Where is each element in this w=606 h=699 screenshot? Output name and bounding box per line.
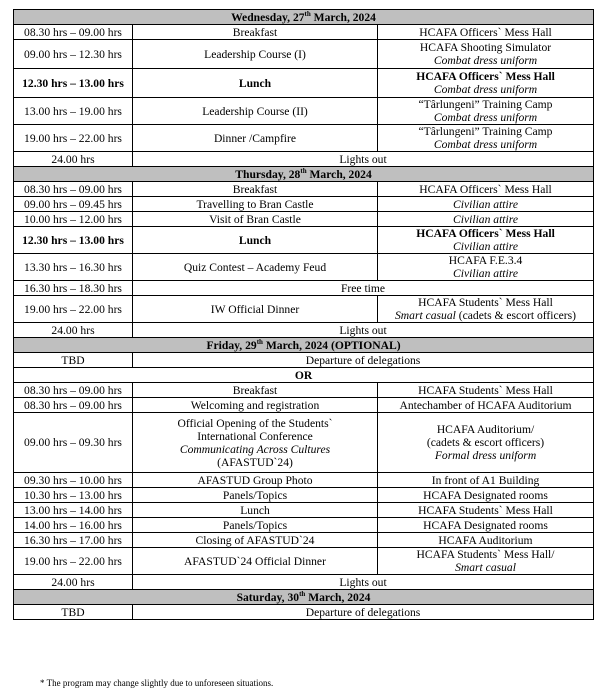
activity-cell: [133, 503, 378, 518]
activity-line: IW Official Dinner: [210, 302, 300, 316]
activity-line: Breakfast: [232, 182, 278, 196]
activity-line: Quiz Contest – Academy Feud: [183, 260, 327, 274]
location-line: (cadets & escort officers): [426, 436, 545, 449]
schedule-row: [14, 98, 594, 125]
time-cell: 19.00 hrs – 22.00 hrs: [14, 125, 133, 152]
location-cell: [378, 383, 594, 398]
time-cell: 19.00 hrs – 22.00 hrs: [14, 296, 133, 323]
attire-line: [380, 449, 591, 462]
schedule-row: [14, 197, 594, 212]
activity-cell: [133, 69, 378, 98]
lights-out-row: [14, 323, 594, 338]
location-line: “Târlungeni” Training Camp: [418, 98, 553, 111]
schedule-row: [14, 125, 594, 152]
location-cell: [378, 503, 594, 518]
activity-subtitle: Communicating Across Cultures: [179, 442, 331, 456]
attire-text: Civilian attire: [453, 267, 518, 280]
attire-text: Smart casual: [394, 309, 456, 322]
activity-line: Lunch: [238, 76, 272, 90]
time-cell: 12.30 hrs – 13.00 hrs: [14, 227, 133, 254]
day-header: [14, 167, 594, 182]
time-cell: 13.00 hrs – 19.00 hrs: [14, 98, 133, 125]
location-line: HCAFA Designated rooms: [423, 488, 548, 502]
schedule-row: [14, 473, 594, 488]
activity-cell: [133, 383, 378, 398]
time-cell: 24.00 hrs: [14, 323, 133, 338]
activity-cell: [133, 98, 378, 125]
attire-line: [380, 267, 591, 280]
schedule-row: [14, 605, 594, 620]
location-cell: [378, 227, 594, 254]
schedule-row: [14, 518, 594, 533]
time-cell: 24.00 hrs: [14, 575, 133, 590]
lights-out-row: [14, 152, 594, 167]
location-cell: [378, 254, 594, 281]
activity-line: Closing of AFASTUD`24: [195, 533, 315, 547]
location-line: HCAFA F.E.3.4: [448, 254, 523, 267]
schedule-row: [14, 69, 594, 98]
location-line: HCAFA Officers` Mess Hall: [416, 70, 555, 83]
activity-cell: [133, 25, 378, 40]
schedule-table: [13, 9, 594, 620]
location-line: HCAFA Students` Mess Hall/: [416, 548, 555, 561]
activity-line: AFASTUD`24 Official Dinner: [184, 554, 326, 568]
schedule-row: [14, 503, 594, 518]
location-cell: [378, 398, 594, 413]
location-cell: [378, 413, 594, 473]
attire-text: Combat dress uniform: [433, 83, 538, 96]
location-cell: [378, 182, 594, 197]
activity-line: Breakfast: [232, 25, 278, 39]
location-cell: [378, 40, 594, 69]
activity-cell: Departure of delegations: [133, 605, 594, 620]
schedule-row: [14, 25, 594, 40]
activity-cell: [133, 548, 378, 575]
day-title: [14, 10, 594, 25]
activity-line: Leadership Course (I): [204, 47, 306, 61]
activity-cell: [133, 125, 378, 152]
day-header: [14, 10, 594, 25]
time-cell: 10.00 hrs – 12.00 hrs: [14, 212, 133, 227]
attire-text: Formal dress uniform: [434, 449, 537, 462]
time-cell: 08.30 hrs – 09.00 hrs: [14, 383, 133, 398]
location-cell: [378, 25, 594, 40]
attire-line: [380, 561, 591, 574]
schedule-row: [14, 281, 594, 296]
location-cell: [378, 533, 594, 548]
day-title: [14, 167, 594, 182]
activity-line: Breakfast: [232, 383, 278, 397]
time-cell: 08.30 hrs – 09.00 hrs: [14, 25, 133, 40]
day-header: [14, 338, 594, 353]
attire-line: [380, 213, 591, 226]
activity-line: Official Opening of the Students`: [177, 416, 333, 430]
day-title-month: March, 2024 (OPTIONAL): [262, 338, 401, 352]
schedule-row: [14, 254, 594, 281]
activity-cell: [133, 254, 378, 281]
activity-line: Dinner /Campfire: [213, 131, 297, 145]
activity-cell: [133, 182, 378, 197]
location-line: HCAFA Officers` Mess Hall: [416, 227, 555, 240]
day-title-date: Saturday, 30: [236, 590, 300, 604]
activity-line: International Conference: [197, 429, 313, 443]
location-line: HCAFA Students` Mess Hall: [418, 383, 553, 397]
activity-line: AFASTUD Group Photo: [197, 473, 313, 487]
time-cell: 16.30 hrs – 18.30 hrs: [14, 281, 133, 296]
or-label: OR: [14, 368, 594, 383]
activity-line: Leadership Course (II): [202, 104, 308, 118]
day-title-suffix: th: [304, 9, 311, 18]
schedule-row: [14, 212, 594, 227]
time-cell: 24.00 hrs: [14, 152, 133, 167]
attire-text: Civilian attire: [453, 212, 518, 226]
day-title-date: Friday, 29: [206, 338, 257, 352]
location-cell: [378, 197, 594, 212]
activity-line: Welcoming and registration: [190, 398, 320, 412]
day-title-suffix: th: [256, 337, 263, 346]
time-cell: 19.00 hrs – 22.00 hrs: [14, 548, 133, 575]
location-line: HCAFA Auditorium: [438, 533, 533, 547]
location-line: HCAFA Students` Mess Hall: [418, 503, 553, 517]
time-cell: 12.30 hrs – 13.00 hrs: [14, 69, 133, 98]
time-cell: 13.30 hrs – 16.30 hrs: [14, 254, 133, 281]
day-title: [14, 338, 594, 353]
activity-cell: [133, 488, 378, 503]
activity-cell: [133, 227, 378, 254]
schedule-row: [14, 398, 594, 413]
location-line: HCAFA Shooting Simulator: [419, 41, 552, 54]
activity-line: Travelling to Bran Castle: [196, 197, 314, 211]
lights-out-label: Lights out: [133, 575, 594, 590]
time-cell: 09.30 hrs – 10.00 hrs: [14, 473, 133, 488]
location-cell: [378, 125, 594, 152]
activity-cell: [133, 296, 378, 323]
time-cell: 14.00 hrs – 16.00 hrs: [14, 518, 133, 533]
activity-line: Lunch: [238, 233, 272, 247]
schedule-row: [14, 548, 594, 575]
day-title-date: Wednesday, 27: [231, 10, 305, 24]
location-cell: [378, 548, 594, 575]
activity-cell: Departure of delegations: [133, 353, 594, 368]
attire-line: [380, 198, 591, 211]
location-line: HCAFA Officers` Mess Hall: [419, 25, 552, 39]
attire-note: (cadets & escort officers): [455, 309, 577, 322]
location-line: In front of A1 Building: [431, 473, 540, 487]
attire-line: [380, 309, 591, 322]
location-line: “Târlungeni” Training Camp: [418, 125, 553, 138]
day-title-month: March, 2024: [306, 167, 372, 181]
time-cell: 09.00 hrs – 09.45 hrs: [14, 197, 133, 212]
location-line: Antechamber of HCAFA Auditorium: [399, 398, 572, 412]
time-cell: 10.30 hrs – 13.00 hrs: [14, 488, 133, 503]
activity-line: Visit of Bran Castle: [209, 212, 301, 226]
day-title-suffix: th: [300, 166, 307, 175]
location-line: HCAFA Auditorium/: [436, 423, 535, 436]
attire-text: Combat dress uniform: [433, 54, 538, 67]
day-title-suffix: th: [299, 589, 306, 598]
location-cell: [378, 518, 594, 533]
lights-out-label: Lights out: [133, 323, 594, 338]
attire-text: Smart casual: [455, 561, 516, 574]
attire-line: [380, 111, 591, 124]
time-cell: 09.00 hrs – 09.30 hrs: [14, 413, 133, 473]
location-cell: [378, 69, 594, 98]
activity-cell: [133, 473, 378, 488]
day-title-month: March, 2024: [310, 10, 376, 24]
schedule-row: [14, 227, 594, 254]
schedule-row: [14, 413, 594, 473]
footnote: * The program may change slightly due to unforeseen situations.: [40, 678, 274, 688]
schedule-row: [14, 296, 594, 323]
activity-cell: [133, 398, 378, 413]
schedule-row: [14, 353, 594, 368]
time-cell: 08.30 hrs – 09.00 hrs: [14, 398, 133, 413]
location-line: HCAFA Designated rooms: [423, 518, 548, 532]
attire-text: Civilian attire: [453, 240, 518, 253]
time-cell: 13.00 hrs – 14.00 hrs: [14, 503, 133, 518]
activity-cell: [133, 40, 378, 69]
attire-line: [380, 240, 591, 253]
location-cell: [378, 212, 594, 227]
activity-line: (AFASTUD`24): [217, 455, 293, 469]
time-cell: 16.30 hrs – 17.00 hrs: [14, 533, 133, 548]
activity-cell: [133, 212, 378, 227]
attire-line: [380, 54, 591, 67]
time-cell: TBD: [14, 353, 133, 368]
activity-line: Panels/Topics: [222, 488, 288, 502]
lights-out-row: [14, 575, 594, 590]
activity-line: Free time: [340, 281, 386, 295]
day-title-month: March, 2024: [305, 590, 371, 604]
location-cell: [378, 296, 594, 323]
day-title: [14, 590, 594, 605]
activity-line: Lunch: [240, 503, 270, 517]
activity-cell: [133, 197, 378, 212]
time-cell: 08.30 hrs – 09.00 hrs: [14, 182, 133, 197]
activity-cell: [133, 518, 378, 533]
schedule-row: [14, 533, 594, 548]
lights-out-label: Lights out: [133, 152, 594, 167]
activity-cell: [133, 413, 378, 473]
attire-line: [380, 83, 591, 96]
location-line: HCAFA Officers` Mess Hall: [419, 182, 552, 196]
location-cell: [378, 473, 594, 488]
day-title-date: Thursday, 28: [235, 167, 301, 181]
location-line: HCAFA Students` Mess Hall: [418, 296, 553, 309]
schedule-body: [14, 10, 594, 620]
schedule-row: [14, 182, 594, 197]
time-cell: TBD: [14, 605, 133, 620]
schedule-row: [14, 383, 594, 398]
or-row: [14, 368, 594, 383]
location-cell: [378, 98, 594, 125]
attire-text: Civilian attire: [453, 197, 518, 211]
attire-text: Combat dress uniform: [433, 111, 538, 124]
attire-text: Combat dress uniform: [433, 138, 538, 151]
attire-line: [380, 138, 591, 151]
activity-line: Panels/Topics: [222, 518, 288, 532]
time-cell: 09.00 hrs – 12.30 hrs: [14, 40, 133, 69]
location-cell: [378, 488, 594, 503]
schedule-row: [14, 488, 594, 503]
schedule-row: [14, 40, 594, 69]
activity-cell: [133, 281, 594, 296]
activity-cell: [133, 533, 378, 548]
day-header: [14, 590, 594, 605]
